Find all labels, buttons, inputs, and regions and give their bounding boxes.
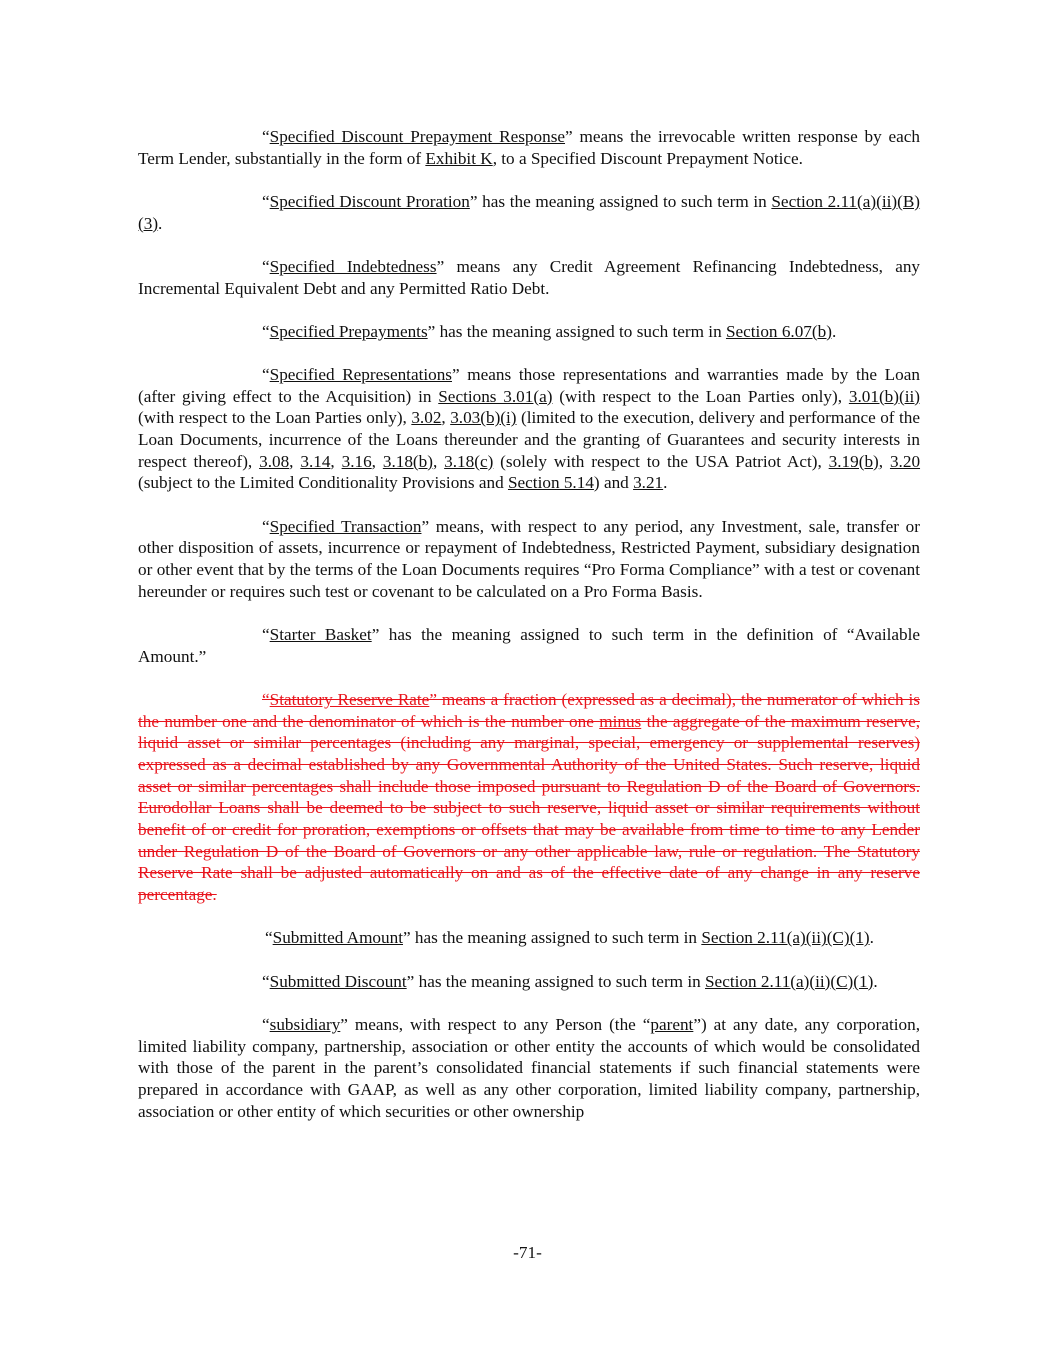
definition-text: ” means those representations and warranties made by the Loan (after giving effect to the Acquisition) in <box>138 364 920 406</box>
definition-text: ” means a fraction (expressed as a decimal), the numerator of which is the number one and the denominator of which is the number one <box>138 689 920 731</box>
definition-text: , <box>878 451 890 471</box>
quote-mark: “ <box>265 928 273 948</box>
definition-specified-discount-proration <box>138 191 920 234</box>
definition-text: , <box>441 408 451 428</box>
definition-text: . <box>663 473 668 493</box>
definition-text: ” means, with respect to any period, any Investment, sale, transfer or other disposition of assets, incurrence or repayment of Indebtedness, Restricted Payment, subsidiary designation or other event that by the terms of the Loan Documents requires “Pro Forma Compliance” with a test or covenant hereunder or requires such test or covenant to be calculated on a Pro Forma Basis. <box>138 516 920 601</box>
definition-text: , <box>289 451 301 471</box>
definition-submitted-discount <box>138 971 920 993</box>
definition-text: ” means the irrevocable written response by each Term Lender, substantially in the form of <box>138 127 920 168</box>
definition-text: ” has the meaning assigned to such term in <box>406 971 705 991</box>
defined-term: Specified Transaction <box>269 516 422 536</box>
definition-text: , <box>432 451 445 471</box>
quote-mark: “ <box>262 364 270 384</box>
definition-text: (with respect to the Loan Parties only), <box>552 386 849 406</box>
defined-term: parent <box>650 1014 694 1034</box>
quote-mark: “ <box>262 256 270 276</box>
cross-reference: 3.02 <box>411 408 442 428</box>
cross-reference: Exhibit K <box>425 148 493 168</box>
definition-text: ) and <box>593 473 634 493</box>
quote-mark: “ <box>262 971 270 991</box>
definition-starter-basket <box>138 624 920 667</box>
definition-text: , <box>330 451 342 471</box>
cross-reference: 3.14 <box>300 451 331 471</box>
definition-text: (subject to the Limited Conditionality Provisions and <box>138 473 508 493</box>
definition-text: , <box>371 451 383 471</box>
cross-reference: 3.18(b) <box>382 451 433 471</box>
defined-term: Statutory Reserve Rate <box>269 689 430 709</box>
defined-term: Starter Basket <box>269 624 372 644</box>
cross-reference: 3.08 <box>259 451 290 471</box>
defined-term: Specified Discount Prepayment Response <box>269 127 566 146</box>
definition-text: . <box>831 321 837 341</box>
cross-reference: 3.20 <box>889 451 921 471</box>
definition-specified-discount-prepayment-response <box>138 126 920 169</box>
cross-reference: 3.01(b)(ii) <box>848 386 920 406</box>
definition-text: , to a Specified Discount Prepayment Notice. <box>492 148 803 168</box>
deleted-definition-statutory-reserve-rate <box>138 689 920 906</box>
definition-text: ” means, with respect to any Person (the “ <box>340 1014 651 1034</box>
definition-text: ” means any Credit Agreement Refinancing Indebtedness, any Incremental Equivalent Debt and any Permitted Ratio Debt. <box>138 256 921 298</box>
defined-term: Specified Indebtedness <box>269 256 437 276</box>
defined-term: Submitted Amount <box>272 928 403 948</box>
cross-reference: 3.16 <box>341 451 372 471</box>
definition-subsidiary <box>138 1014 920 1123</box>
definition-text: . <box>158 213 163 233</box>
definition-text: the aggregate of the maximum reserve, liquid asset or similar percentages (including any marginal, special, emergency or supplemental reserves) expressed as a decimal established by any Governmental Authority of the United States. Such reserve, liquid asset or similar percentages shall include those imposed pursuant to Regulation D of the Board of Governors. Eurodollar Loans shall be deemed to be subject to such reserve, liquid asset or similar requirements without benefit of or credit for proration, exemptions or offsets that may be available from time to time to any Lender under Regulation D of the Board of Governors or any other applicable law, rule or regulation. The Statutory Reserve Rate shall be adjusted automatically on and as of the effective date of any change in any reserve percentage. <box>138 711 920 905</box>
cross-reference: Sections 3.01(a) <box>438 386 553 406</box>
definition-text: ” has the meaning assigned to such term in <box>469 191 772 211</box>
definition-text: ” has the meaning assigned to such term in the definition of “Available Amount.” <box>138 624 920 666</box>
definition-text: ” has the meaning assigned to such term in <box>403 928 702 948</box>
emphasized-word: minus <box>599 711 642 731</box>
cross-reference: Section 6.07(b) <box>725 321 832 341</box>
definition-specified-prepayments <box>138 321 920 343</box>
page-number: -71- <box>513 1243 542 1262</box>
quote-mark: “ <box>262 516 270 536</box>
definition-text: ”) at any date, any corporation, limited liability company, partnership, association or other entity the accounts of which would be consolidated with those of the parent in the parent’s consolidated financial statements if such financial statements were prepared in accordance with GAAP, as well as any other corporation, limited liability company, partnership, association or other entity of which securities or other ownership <box>138 1014 920 1121</box>
defined-term: Specified Prepayments <box>269 321 428 341</box>
definition-submitted-amount <box>138 927 920 949</box>
definition-specified-transaction <box>138 516 920 603</box>
definition-specified-indebtedness <box>138 256 920 299</box>
defined-term: Specified Representations <box>269 364 452 384</box>
quote-mark: “ <box>262 127 270 146</box>
defined-term: Specified Discount Proration <box>269 191 470 211</box>
quote-mark: “ <box>262 689 270 709</box>
quote-mark: “ <box>262 191 270 211</box>
cross-reference: Section 2.11(a)(ii)(C)(1) <box>705 971 874 991</box>
definition-text: . <box>873 971 878 991</box>
cross-reference: 3.18(c) <box>444 451 494 471</box>
cross-reference: Section 2.11(a)(ii)(C)(1) <box>701 928 870 948</box>
defined-term: subsidiary <box>269 1014 341 1034</box>
cross-reference: Section 5.14 <box>507 473 594 493</box>
cross-reference: 3.21 <box>633 473 664 493</box>
quote-mark: “ <box>262 1014 270 1034</box>
definition-text: (limited to the execution, delivery and performance of the Loan Documents, incurrence of the Loans thereunder and the granting of Guarantees and security interests in respect thereof), <box>138 408 920 471</box>
cross-reference: 3.19(b) <box>828 451 879 471</box>
definition-text: (solely with respect to the USA Patriot Act), <box>493 451 829 471</box>
definition-text: . <box>869 928 874 948</box>
defined-term: Submitted Discount <box>269 971 407 991</box>
document-page <box>138 126 920 1144</box>
cross-reference: 3.03(b)(i) <box>450 408 517 428</box>
quote-mark: “ <box>262 624 270 644</box>
quote-mark: “ <box>262 321 270 341</box>
definition-text: (with respect to the Loan Parties only), <box>138 408 412 428</box>
cross-reference: Section 2.11(a)(ii)(B)(3) <box>138 191 921 233</box>
definition-text: ” has the meaning assigned to such term in <box>427 321 726 341</box>
definition-specified-representations <box>138 364 920 494</box>
